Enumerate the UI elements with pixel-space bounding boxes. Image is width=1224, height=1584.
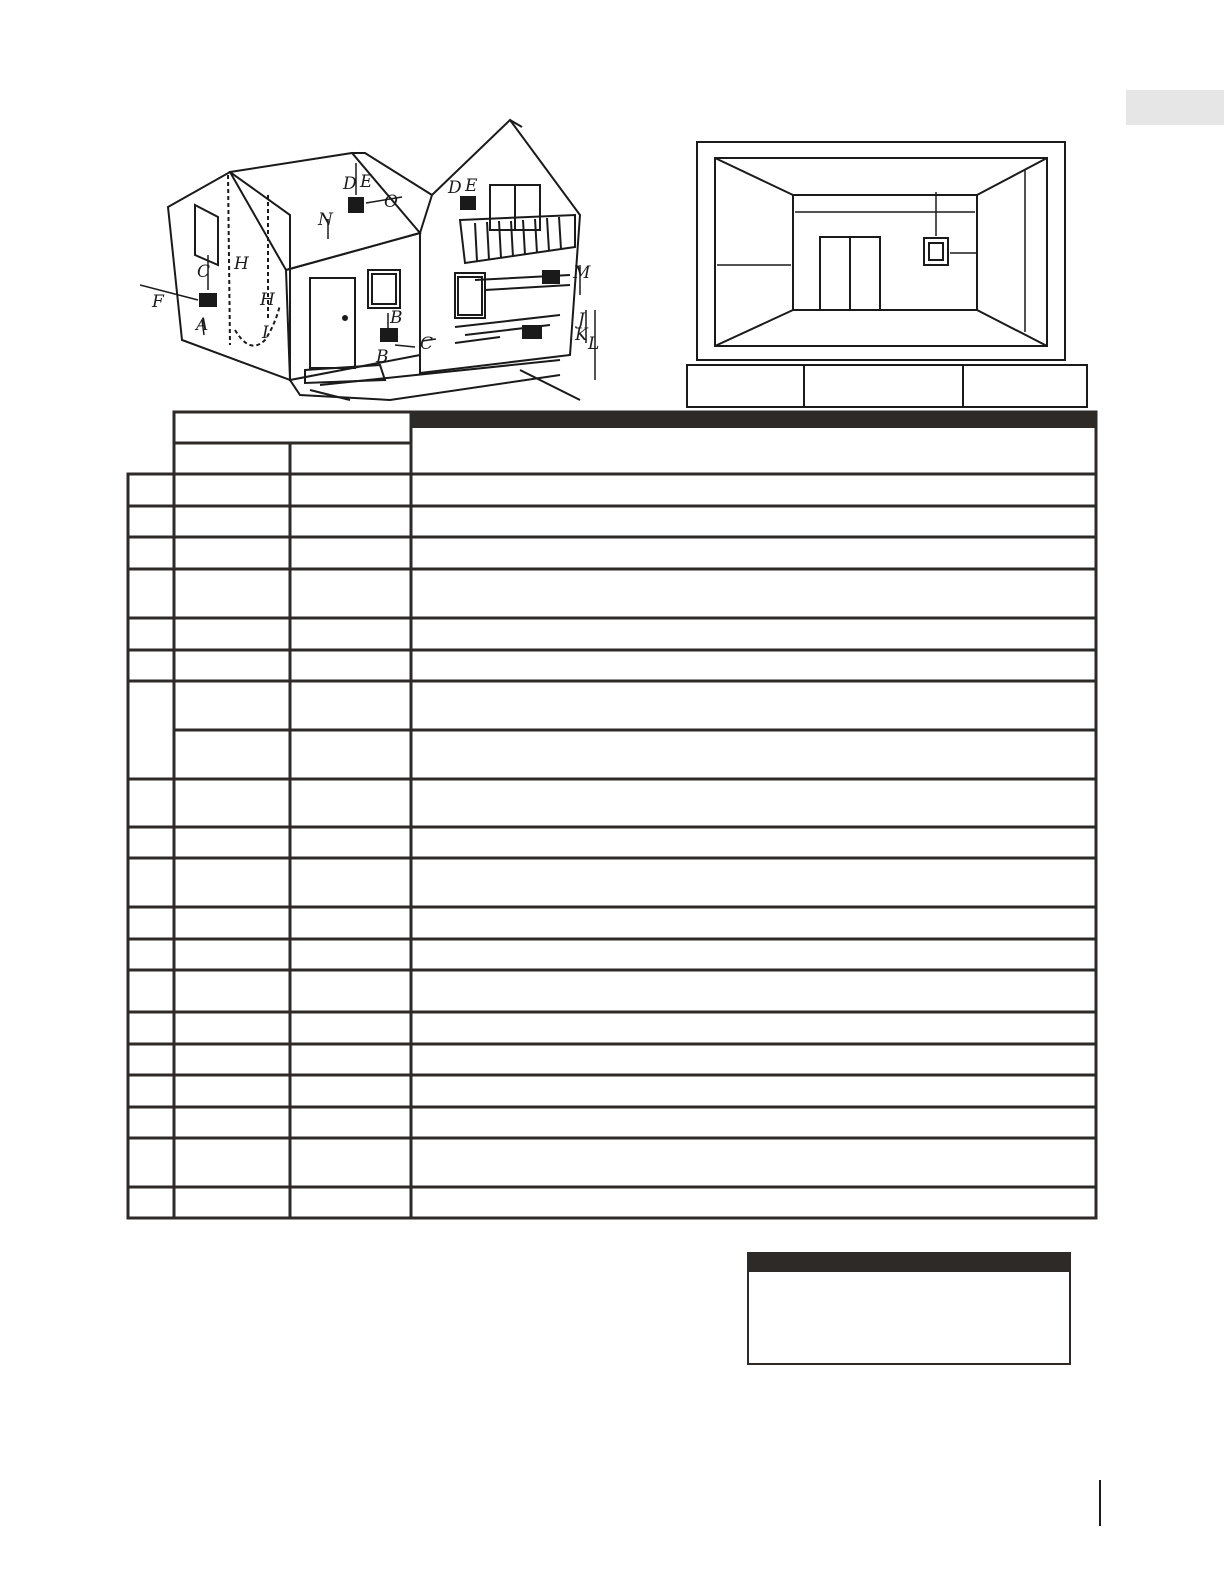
label-b-top: B (390, 308, 403, 328)
label-j: J (578, 310, 585, 330)
label-e-wall: E (465, 176, 478, 196)
label-b-bottom: B (376, 347, 389, 367)
label-i: I (262, 323, 269, 343)
label-n: N (318, 210, 333, 230)
label-k: K (575, 325, 588, 345)
label-d-roof: D (343, 174, 357, 194)
label-h-upper: H (234, 254, 249, 274)
label-o: O (384, 192, 398, 212)
label-c-left: C (197, 262, 211, 282)
label-m: M (573, 263, 591, 283)
room-perspective-illustration (686, 140, 1090, 410)
page-number-rule (1099, 1480, 1101, 1526)
section-tab-marker (1126, 90, 1224, 125)
label-e-roof: E (360, 172, 373, 192)
label-f: F (152, 292, 164, 312)
label-h-lower: H (260, 290, 275, 310)
label-l: L (588, 334, 600, 354)
vent-clearance-house-illustration (140, 115, 600, 405)
note-box (747, 1252, 1071, 1365)
label-c-right: C (420, 334, 434, 354)
vent-clearance-table (126, 410, 1098, 1220)
note-box-header (749, 1254, 1069, 1272)
label-d-wall: D (448, 178, 462, 198)
label-a: A (196, 315, 209, 335)
